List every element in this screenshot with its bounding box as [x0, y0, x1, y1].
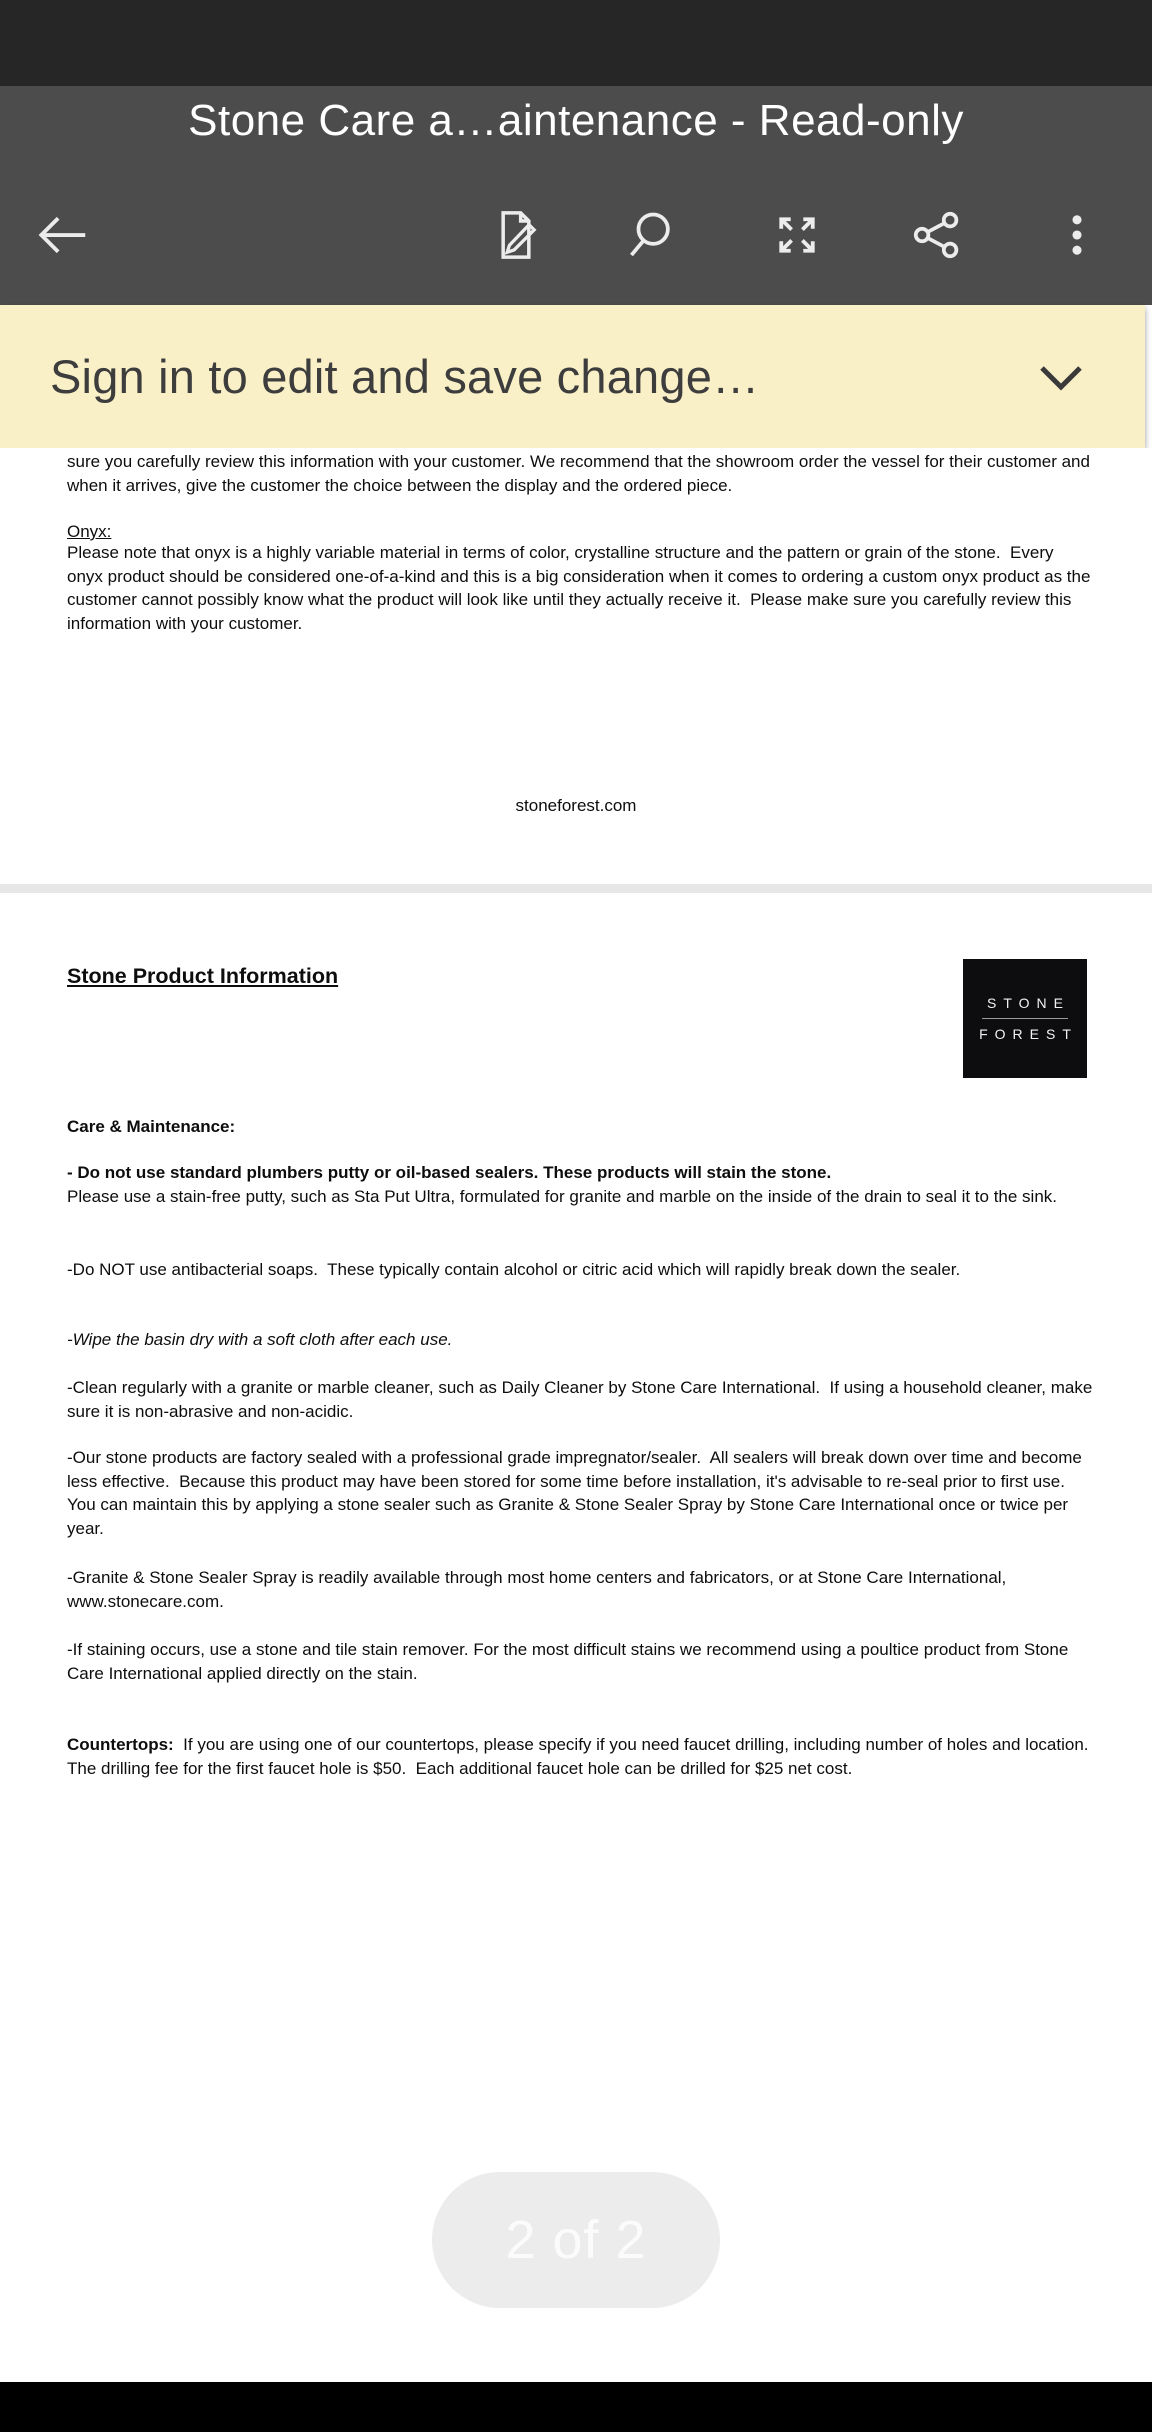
doc-paragraph-countertops-bold: Countertops:: [67, 1735, 174, 1754]
document-title: Stone Care a…aintenance - Read-only: [188, 96, 964, 145]
page1-footer-url: stoneforest.com: [515, 796, 637, 815]
logo-word-forest: FOREST: [979, 1026, 1078, 1042]
share-icon: [909, 207, 965, 263]
doc-paragraph-clean-regularly: -Clean regularly with a granite or marble cleaner, such as Daily Cleaner by Stone Care International. If using a household cleaner, make sure it is non-abrasive and non-acidic.: [67, 1378, 1098, 1421]
search-button[interactable]: [620, 203, 684, 267]
status-bar: [0, 0, 1152, 86]
doc-paragraph-antibacterial-soaps: -Do NOT use antibacterial soaps. These typically contain alcohol or citric acid which will rapidly break down the sealer.: [67, 1260, 961, 1279]
stone-forest-logo: [963, 959, 1087, 1078]
bottom-navigation-bar: [0, 2382, 1152, 2432]
doc-label-onyx: Onyx:: [67, 522, 112, 541]
doc-paragraph-factory-sealed: -Our stone products are factory sealed with a professional grade impregnator/sealer. All sealers will break down over time and become less effective. Because this product may have been stored for some time before installation, it's advisable to re-seal prior to first use. You can maintain this by applying a stone sealer such as Granite & Stone Sealer Spray by Stone Care International once or twice per year.: [67, 1448, 1087, 1538]
doc-label-care-maintenance: Care & Maintenance:: [67, 1117, 236, 1136]
signin-banner-message: Sign in to edit and save change…: [50, 350, 760, 403]
doc-paragraph-vessel: sure you carefully review this information with your customer. We recommend that the showroom order the vessel for their customer and when it arrives, give the customer the choice between the display and the ordered piece.: [67, 452, 1095, 495]
page-indicator-pill: [432, 2172, 720, 2308]
arrow-left-icon: [31, 204, 93, 266]
doc-paragraph-countertops: [67, 1733, 1098, 1780]
logo-divider: [982, 1018, 1068, 1019]
chevron-down-icon[interactable]: [1035, 363, 1087, 393]
doc-paragraph-plumbers-putty-rest: Please use a stain-free putty, such as Sta Put Ultra, formulated for granite and marble on the inside of the drain to seal it to the sink.: [67, 1186, 1058, 1206]
doc-paragraph-plumbers-putty: [67, 1161, 1093, 1208]
page-separator: [0, 884, 1152, 893]
doc-paragraph-wipe-basin: -Wipe the basin dry with a soft cloth after each use.: [67, 1330, 453, 1349]
share-button[interactable]: [905, 203, 969, 267]
doc-paragraph-countertops-rest: If you are using one of our countertops, please specify if you need faucet drilling, including number of holes and location. The drilling fee for the first faucet hole is $50. Each additional faucet hole can be drilled for $25 net cost.: [67, 1735, 1098, 1778]
back-button[interactable]: [30, 203, 94, 267]
doc-paragraph-sealer-spray: -Granite & Stone Sealer Spray is readily available through most home centers and fabricators, or at Stone Care International, www.stonecare.com.: [67, 1568, 1012, 1611]
document-viewport[interactable]: [0, 448, 1152, 2382]
doc-paragraph-plumbers-putty-bold: - Do not use standard plumbers putty or oil-based sealers. These products will stain the stone.: [67, 1163, 832, 1182]
search-icon: [624, 207, 680, 263]
page-indicator-text: 2 of 2: [505, 2210, 647, 2270]
doc-paragraph-stain-remover: -If staining occurs, use a stone and tile stain remover. For the most difficult stains we recommend using a poultice product from Stone Care International applied directly on the stain.: [67, 1640, 1074, 1683]
fullscreen-button[interactable]: [765, 203, 829, 267]
kebab-menu-icon: [1051, 209, 1103, 261]
doc-heading-stone-product-information: Stone Product Information: [67, 964, 339, 988]
edit-button[interactable]: [484, 203, 548, 267]
edit-document-icon: [488, 207, 544, 263]
fullscreen-expand-icon: [770, 208, 824, 262]
logo-word-stone: STONE: [987, 995, 1070, 1011]
app-header: [0, 86, 1152, 305]
doc-paragraph-onyx: Please note that onyx is a highly variable material in terms of color, crystalline structure and the pattern or grain of the stone. Every onyx product should be considered one-of-a-kind and this is a big consideration when it comes to ordering a custom onyx product as the customer cannot possibly know what the product will look like until they actually receive it. Please make sure you carefully review this information with your customer.: [67, 543, 1096, 633]
signin-banner[interactable]: [0, 305, 1145, 448]
overflow-menu-button[interactable]: [1045, 203, 1109, 267]
